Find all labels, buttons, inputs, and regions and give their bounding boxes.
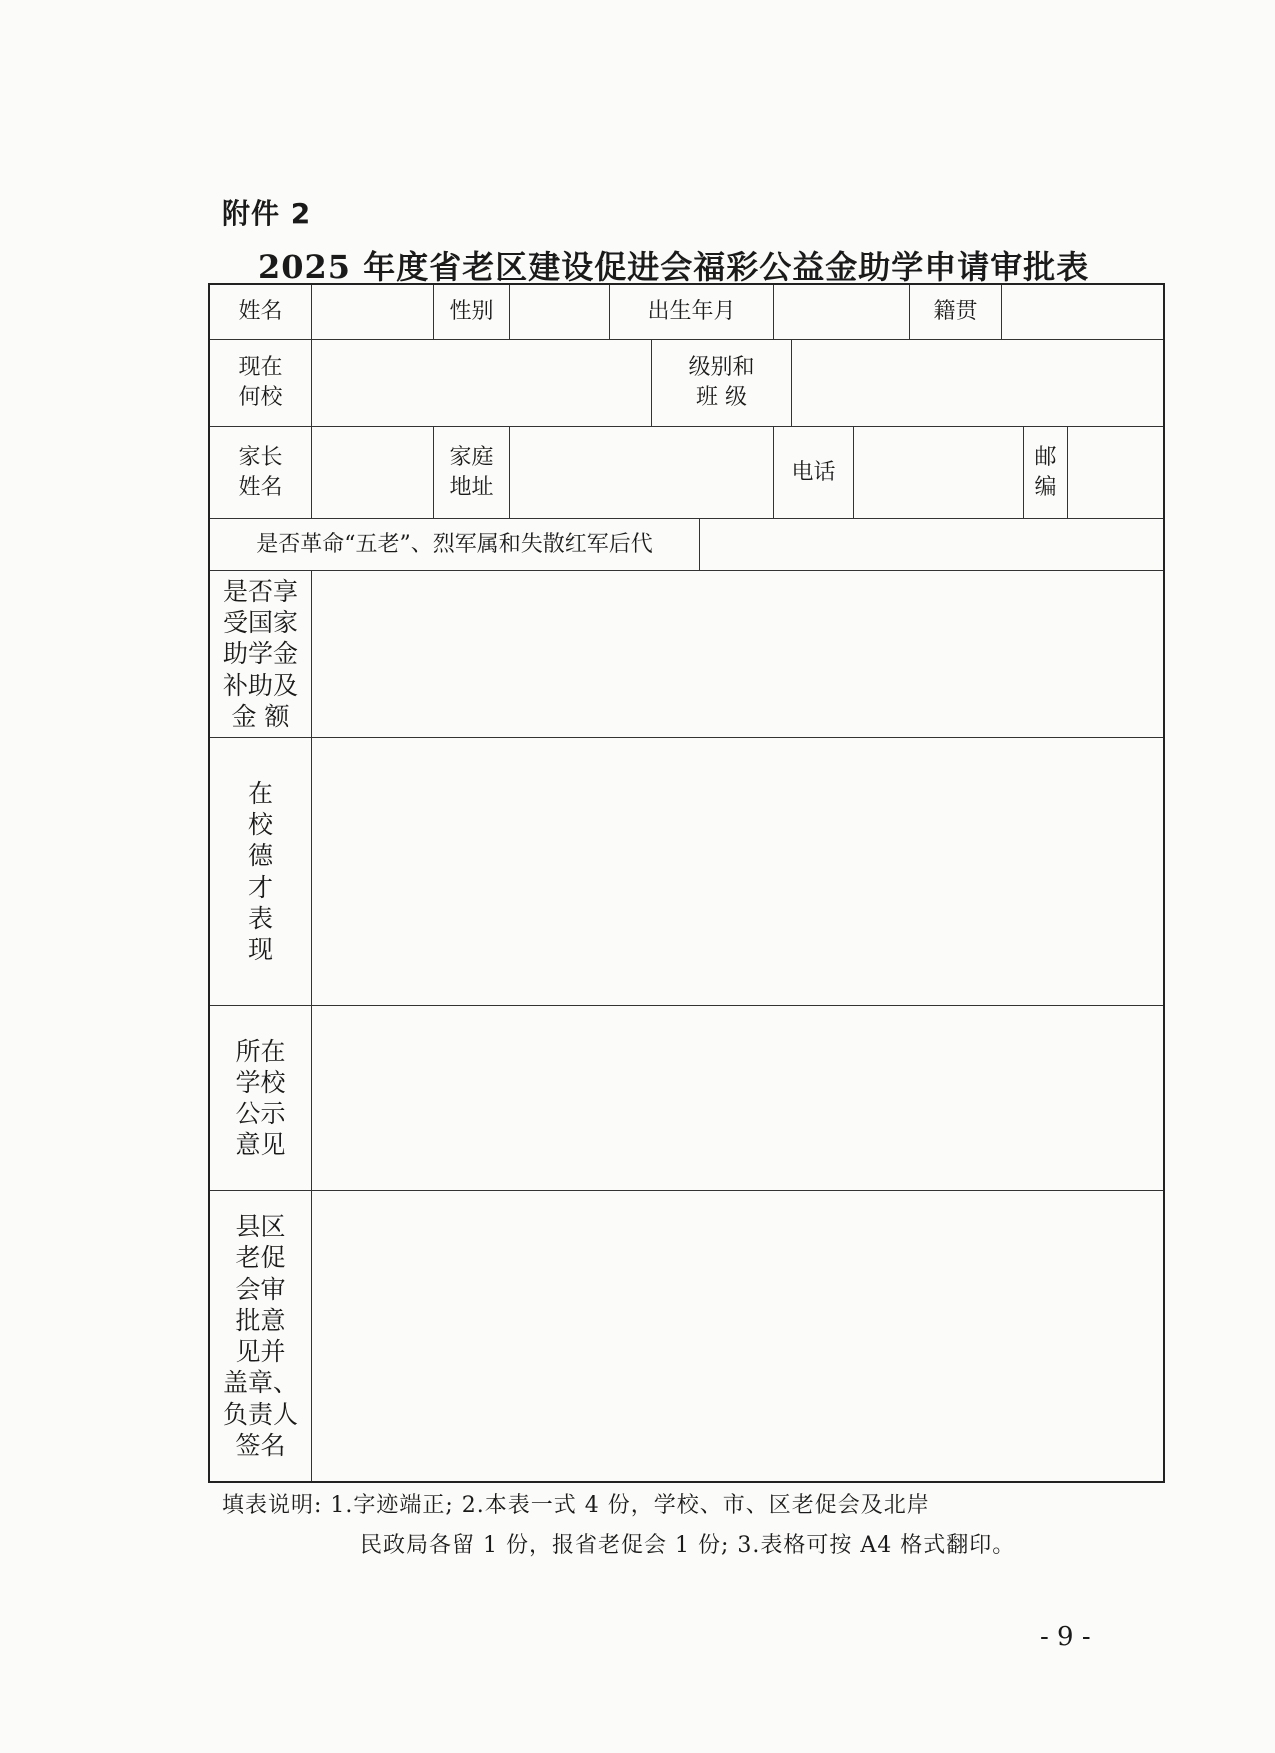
field-origin[interactable] <box>1002 285 1163 340</box>
label-phone: 电话 <box>774 427 854 519</box>
field-name[interactable] <box>312 285 434 340</box>
label-county-approval: 县区 老促 会审 批意 见并 盖章、 负责人 签名 <box>210 1191 312 1481</box>
label-national-aid: 是否享 受国家 助学金 补助及 金 额 <box>210 571 312 738</box>
field-phone[interactable] <box>854 427 1024 519</box>
fill-instructions-line1: 填表说明: 1.字迹端正; 2.本表一式 4 份，学校、市、区老促会及北岸 <box>222 1493 930 1518</box>
page-number: - 9 - <box>1040 1622 1091 1652</box>
label-performance: 在 校 德 才 表 现 <box>210 738 312 1006</box>
label-birth: 出生年月 <box>610 285 774 340</box>
field-parent[interactable] <box>312 427 434 519</box>
label-address: 家庭 地址 <box>434 427 510 519</box>
label-gender: 性别 <box>434 285 510 340</box>
form-title: 2025 年度省老区建设促进会福彩公益金助学申请审批表 <box>258 248 1090 286</box>
field-school-publicity[interactable] <box>312 1006 1163 1191</box>
field-performance[interactable] <box>312 738 1163 1006</box>
field-veteran[interactable] <box>700 519 1163 571</box>
field-address[interactable] <box>510 427 774 519</box>
label-zip: 邮 编 <box>1024 427 1068 519</box>
field-county-approval[interactable] <box>312 1191 1163 1481</box>
label-parent: 家长 姓名 <box>210 427 312 519</box>
label-name: 姓名 <box>210 285 312 340</box>
label-grade: 级别和 班 级 <box>652 340 792 427</box>
field-school[interactable] <box>312 340 652 427</box>
field-national-aid[interactable] <box>312 571 1163 738</box>
field-grade[interactable] <box>792 340 1163 427</box>
label-origin: 籍贯 <box>910 285 1002 340</box>
application-form-table <box>208 283 1165 1483</box>
field-birth[interactable] <box>774 285 910 340</box>
field-gender[interactable] <box>510 285 610 340</box>
attachment-label: 附件 2 <box>222 197 312 230</box>
fill-instructions-line2: 民政局各留 1 份，报省老促会 1 份; 3.表格可按 A4 格式翻印。 <box>360 1533 1016 1558</box>
field-zip[interactable] <box>1068 427 1163 519</box>
label-school: 现在 何校 <box>210 340 312 427</box>
label-veteran: 是否革命“五老”、烈军属和失散红军后代 <box>210 519 700 571</box>
label-school-publicity: 所在 学校 公示 意见 <box>210 1006 312 1191</box>
